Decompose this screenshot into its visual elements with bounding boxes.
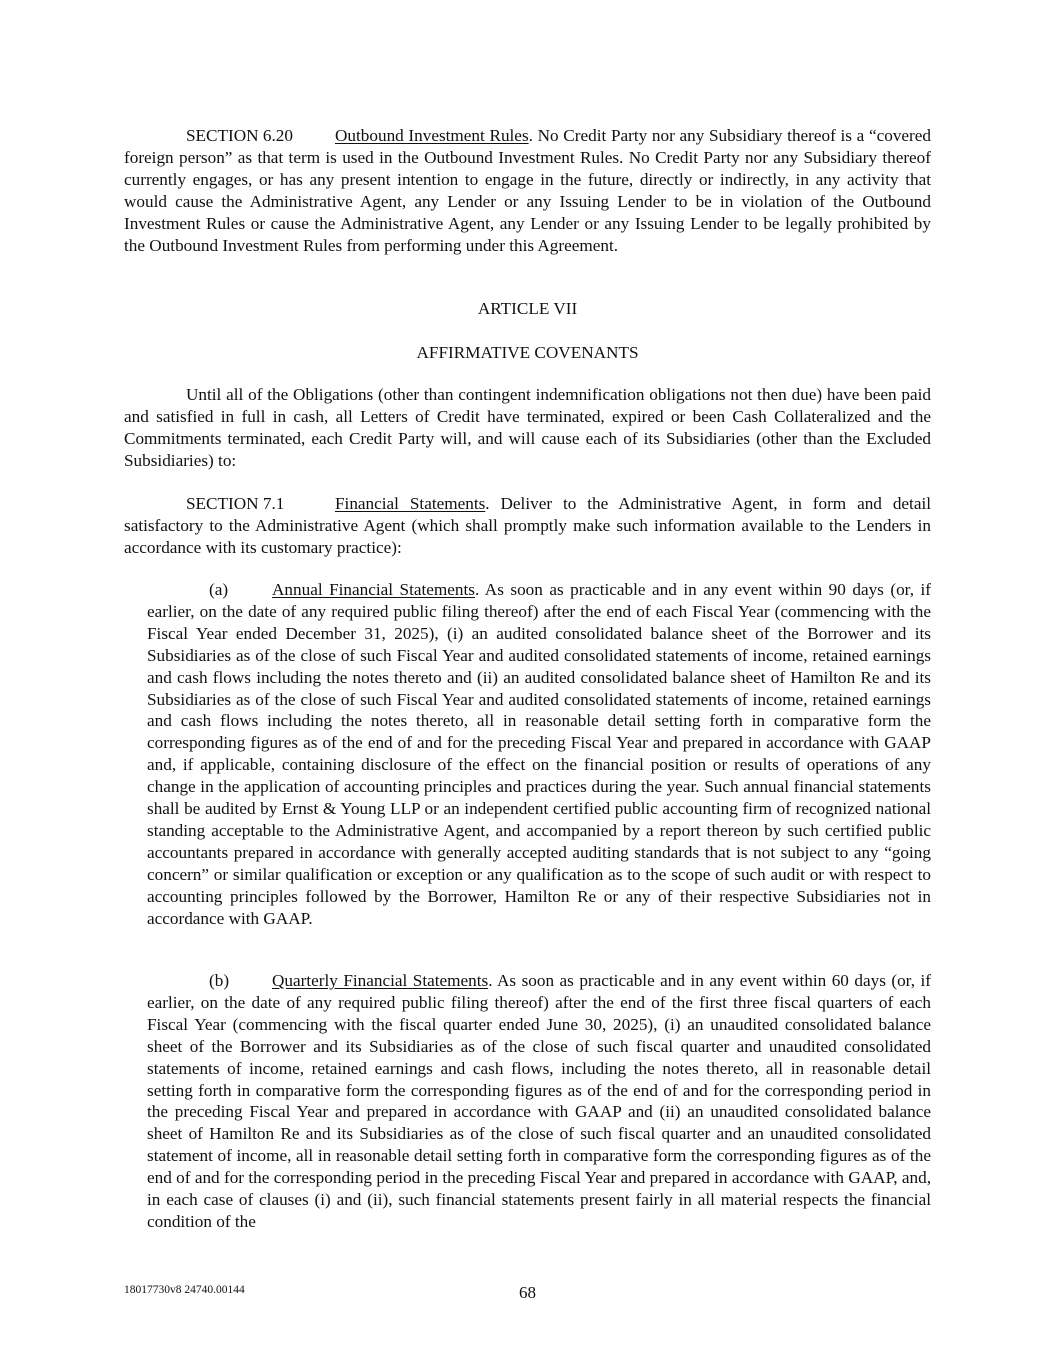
section-7-1-paragraph [124, 493, 931, 559]
clause-b-text: . As soon as practicable and in any event within 60 days (or, if earlier, on the date of any required public filing thereof) after the end of the first three fiscal quarters of each Fiscal Year (commencing with the fiscal quarter ended June 30, 2025), (i) an unaudited consolidated balance sheet of the Borrower and its Subsidiaries as of the close of such fiscal quarter and unaudited consolidated statements of income, retained earnings and cash flows, including the notes thereto, all in reasonable detail setting forth in comparative form the corresponding figures as of the end of and for the corresponding period in the preceding Fiscal Year and prepared in accordance with GAAP and (ii) an unaudited consolidated balance sheet of Hamilton Re and its Subsidiaries as of the close of such fiscal quarter and an unaudited consolidated statement of income, all in reasonable detail setting forth in comparative form the corresponding figures as of the end of and for the corresponding period in the preceding Fiscal Year and prepared in accordance with GAAP, and, in each case of clauses (i) and (ii), such financial statements present fairly in all material respects the financial condition of the [147, 971, 931, 1231]
section-6-20-paragraph [124, 125, 931, 256]
clause-b-label: (b) [209, 971, 230, 990]
section-6-20-text: . No Credit Party nor any Subsidiary thereof is a “covered foreign person” as that term is used in the Outbound Investment Rules. No Credit Party nor any Subsidiary thereof currently engages, or has any present intention to engage in the future, directly or indirectly, in any activity that would cause the Administrative Agent, any Lender or any Issuing Lender to be in violation of the Outbound Investment Rules or cause the Administrative Agent, any Lender or any Issuing Lender to be legally prohibited by the Outbound Investment Rules from performing under this Agreement. [124, 126, 931, 255]
clause-a-text: . As soon as practicable and in any event within 90 days (or, if earlier, on the date of any required public filing thereof) after the end of each Fiscal Year (commencing with the Fiscal Year ended December 31, 2025), (i) an audited consolidated balance sheet of the Borrower and its Subsidiaries as of the close of such Fiscal Year and audited consolidated statements of income, retained earnings and cash flows including the notes thereto and (ii) an audited consolidated balance sheet of Hamilton Re and its Subsidiaries as of the close of such Fiscal Year and audited consolidated statements of income, retained earnings and cash flows including the notes thereto, all in reasonable detail setting forth in comparative form the corresponding figures as of the end of and for the preceding Fiscal Year and prepared in accordance with GAAP and, if applicable, containing disclosure of the effect on the financial position or results of operations of any change in the application of accounting principles and practices during the year. Such annual financial statements shall be audited by Ernst & Young LLP or an independent certified public accounting firm of recognized national standing acceptable to the Administrative Agent, and accompanied by a report thereon by such certified public accountants prepared in accordance with generally accepted auditing standards that is not subject to any “going concern” or similar qualification or exception or any qualification as to the scope of such audit or with respect to accounting principles followed by the Borrower, Hamilton Re or any of their respective Subsidiaries not in accordance with GAAP. [147, 580, 931, 928]
section-7-1-text: . Deliver to the Administrative Agent, in form and detail satisfactory to the Administrative Agent (which shall promptly make such information available to the Lenders in accordance with its customary practice): [124, 494, 931, 557]
section-6-20-number: SECTION 6.20 [186, 126, 293, 145]
section-7-1-number: SECTION 7.1 [186, 494, 285, 513]
clause-a-paragraph [147, 579, 931, 930]
footer-document-id: 18017730v8 24740.00144 [124, 1284, 245, 1296]
page-number: 68 [519, 1283, 536, 1302]
section-7-1-title: Financial Statements [335, 494, 486, 513]
clause-a-title: Annual Financial Statements [272, 580, 475, 599]
article-number: ARTICLE VII [477, 299, 578, 318]
clause-b-paragraph [147, 970, 931, 1233]
section-6-20-title: Outbound Investment Rules [335, 126, 529, 145]
clause-b-title: Quarterly Financial Statements [272, 971, 489, 990]
article-intro-paragraph: Until all of the Obligations (other than contingent indemnification obligations not then due) have been paid and satisfied in full in cash, all Letters of Credit have terminated, expired or been Cash Collateralized and the Commitments terminated, each Credit Party will, and will cause each of its Subsidiaries (other than the Excluded Subsidiaries) to: [124, 385, 931, 470]
article-title: AFFIRMATIVE COVENANTS [416, 343, 639, 362]
clause-a-label: (a) [209, 580, 229, 599]
